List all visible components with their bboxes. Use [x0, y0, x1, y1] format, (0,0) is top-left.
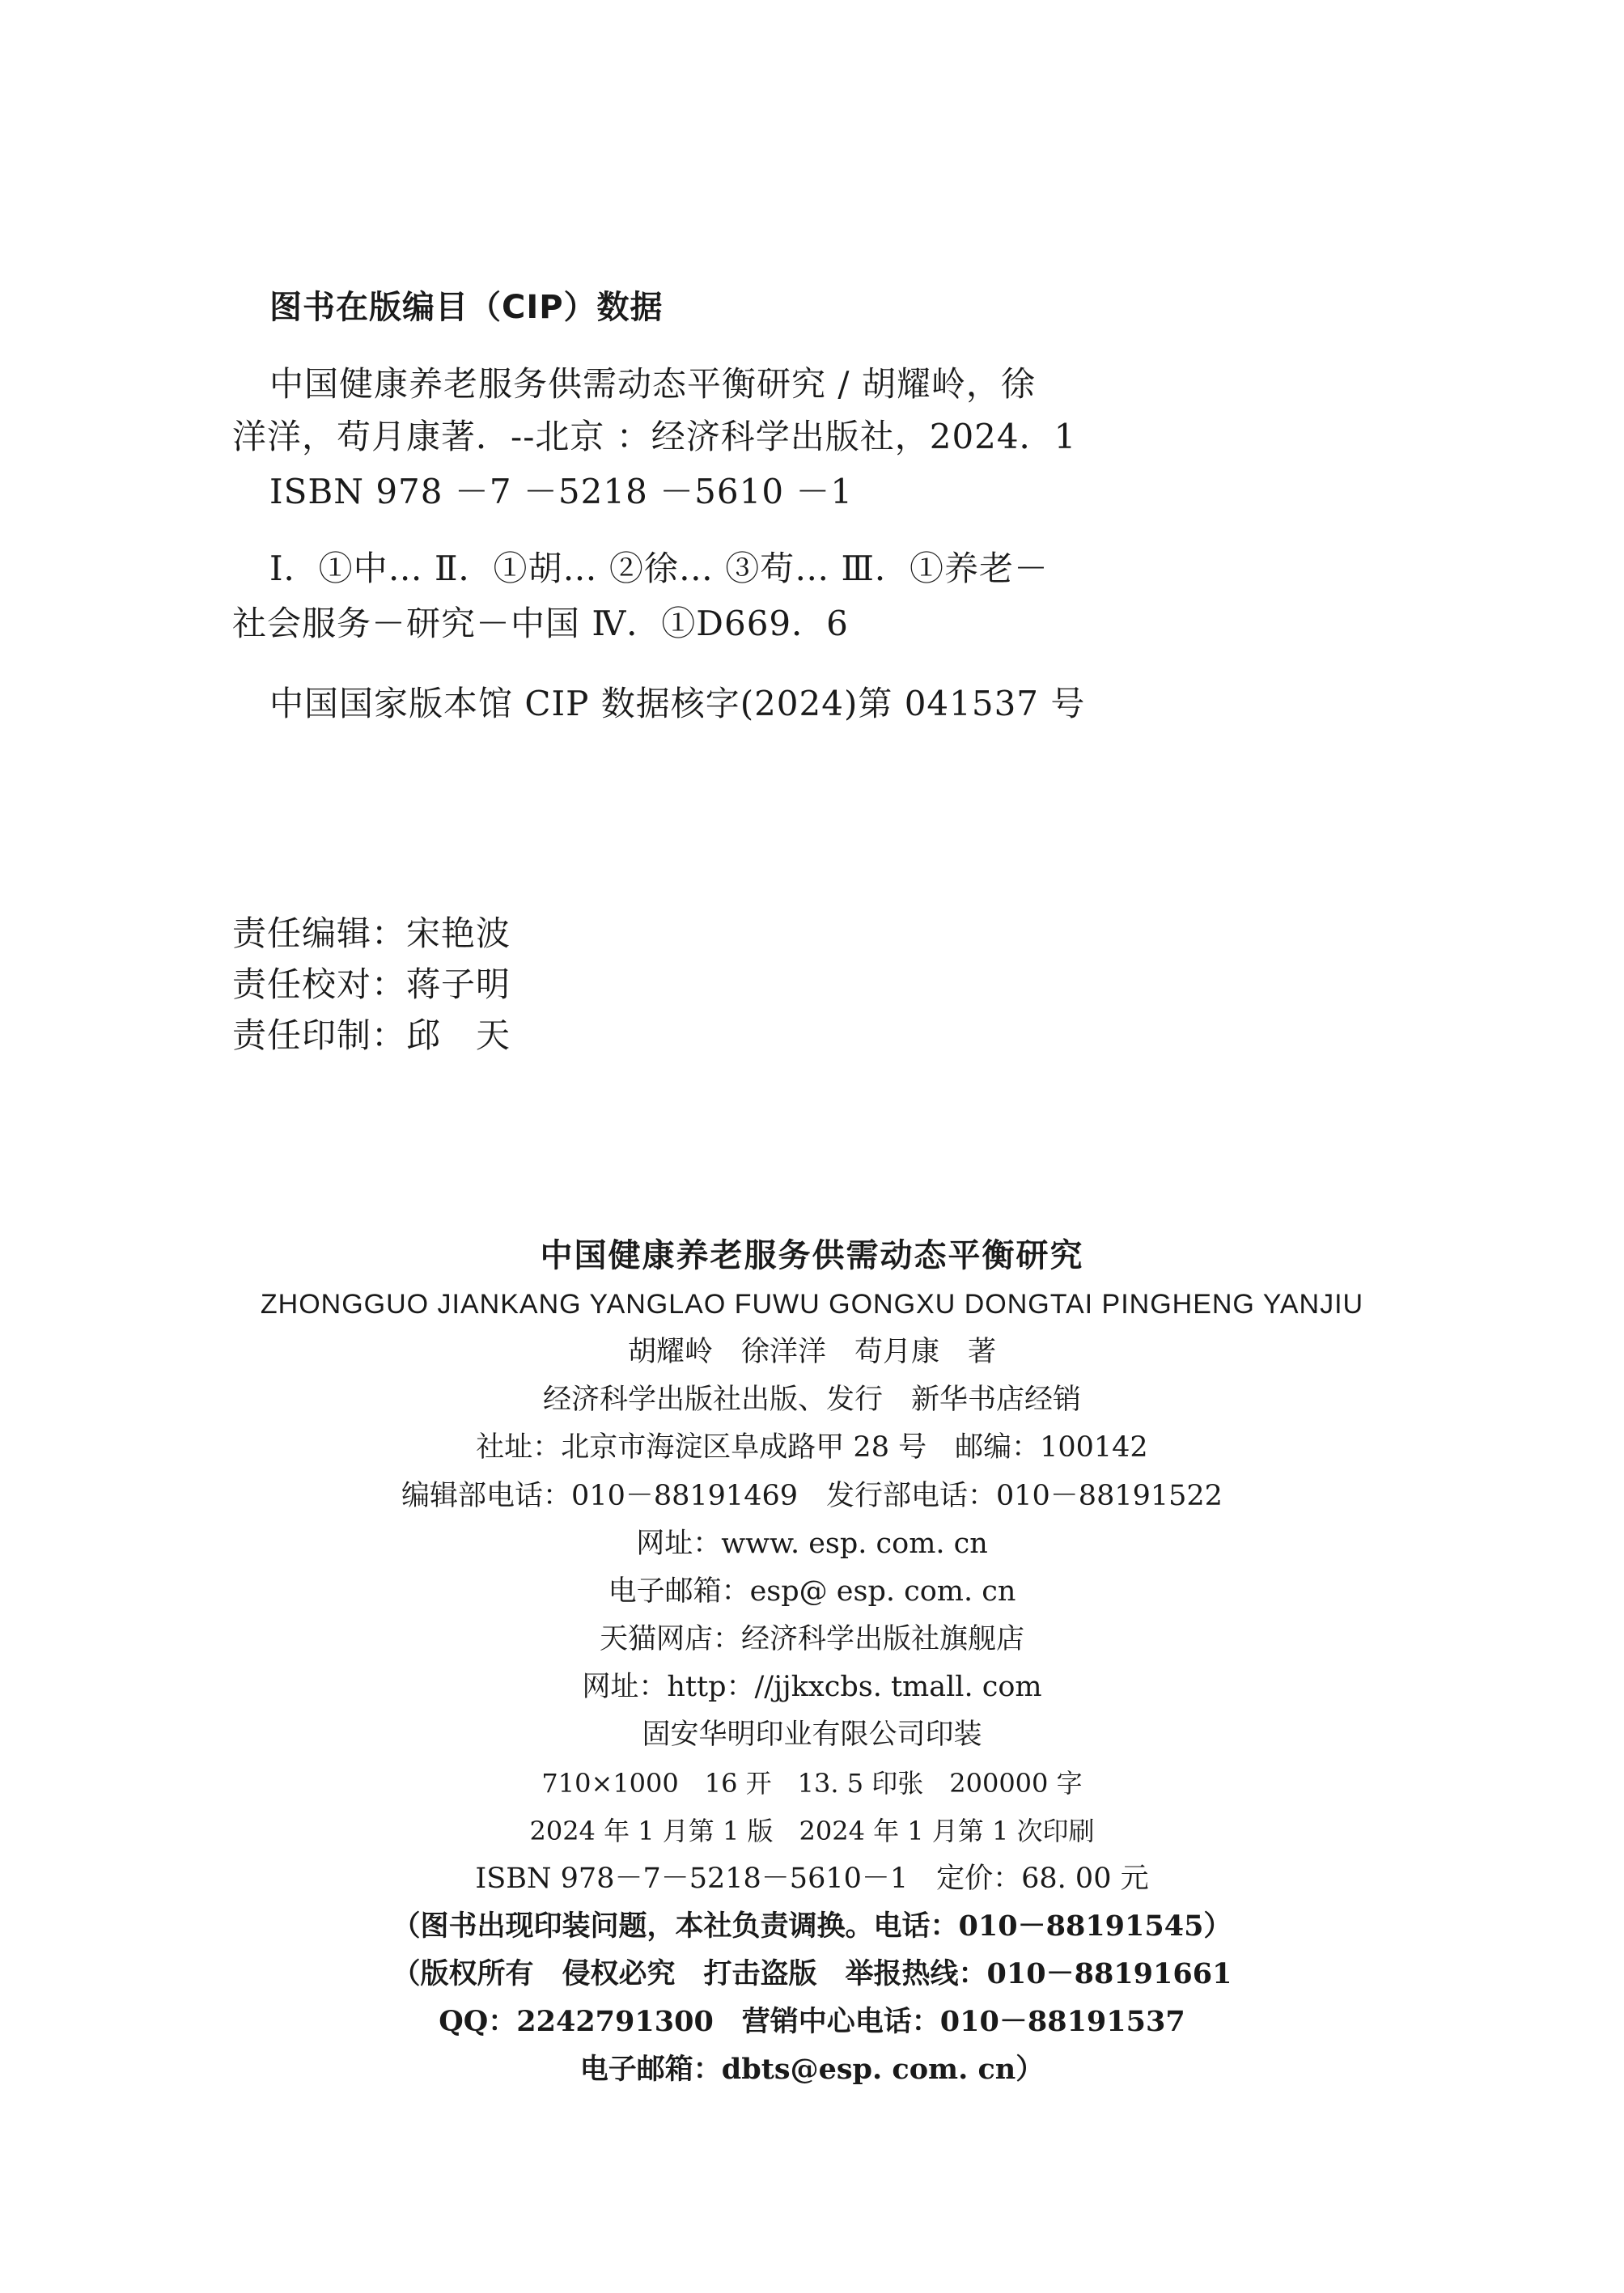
colophon-notice-line4: 电子邮箱：dbts@esp. com. cn）	[579, 2053, 1045, 2086]
colophon-tmall-url: 网址：http：//jjkxcbs. tmall. com	[582, 1671, 1042, 1703]
colophon-publisher: 经济科学出版社出版、发行 新华书店经销	[542, 1384, 1081, 1416]
cip-subject-line2: 社会服务－研究－中国 Ⅳ．①D669．6	[232, 604, 849, 643]
cip-entry-line1: 中国健康养老服务供需动态平衡研究 / 胡耀岭，徐	[269, 364, 1036, 404]
colophon-notice-line2: （版权所有 侵权必究 打击盗版 举报热线：010－88191661	[392, 1957, 1232, 1990]
cip-entry-line2: 洋洋，苟月康著．--北京 ：经济科学出版社，2024．1	[232, 417, 1077, 456]
cip-record-line: 中国国家版本馆 CIP 数据核字(2024)第 041537 号	[269, 684, 1086, 723]
cip-header: 图书在版编目（CIP）数据	[269, 289, 664, 326]
colophon-title-pinyin: ZHONGGUO JIANKANG YANGLAO FUWU GONGXU DONGTAI PINGHENG YANJIU	[260, 1289, 1364, 1320]
colophon-authors: 胡耀岭 徐洋洋 苟月康 著	[627, 1336, 996, 1368]
colophon-notice-line3: QQ：2242791300 营销中心电话：010－88191537	[439, 2005, 1185, 2038]
colophon-phones: 编辑部电话：010－88191469 发行部电话：010－88191522	[401, 1480, 1223, 1512]
colophon-tmall-store: 天猫网店：经济科学出版社旗舰店	[599, 1623, 1024, 1655]
cip-isbn-line: ISBN 978 －7 －5218 －5610 －1	[269, 472, 854, 511]
colophon-edition: 2024 年 1 月第 1 版 2024 年 1 月第 1 次印刷	[529, 1816, 1095, 1846]
staff-printing: 责任印制：邱 天	[232, 1015, 511, 1055]
colophon-notice-line1: （图书出现印装问题，本社负责调换。电话：010－88191545）	[392, 1909, 1232, 1943]
colophon-format: 710×1000 16 开 13. 5 印张 200000 字	[541, 1768, 1083, 1799]
colophon-title: 中国健康养老服务供需动态平衡研究	[540, 1237, 1084, 1274]
staff-editor: 责任编辑：宋艳波	[232, 913, 511, 953]
colophon-website: 网址：www. esp. com. cn	[636, 1528, 988, 1560]
staff-proofreader: 责任校对：蒋子明	[232, 964, 511, 1004]
colophon-printer: 固安华明印业有限公司印装	[642, 1719, 982, 1751]
colophon-email: 电子邮箱：esp@ esp. com. cn	[608, 1575, 1016, 1608]
cip-subject-line1: Ⅰ．①中… Ⅱ．①胡… ②徐… ③苟… Ⅲ．①养老－	[269, 549, 1049, 588]
colophon-address: 社址：北京市海淀区阜成路甲 28 号 邮编：100142	[476, 1431, 1148, 1464]
colophon-isbn-price: ISBN 978－7－5218－5610－1 定价：68. 00 元	[475, 1863, 1149, 1895]
